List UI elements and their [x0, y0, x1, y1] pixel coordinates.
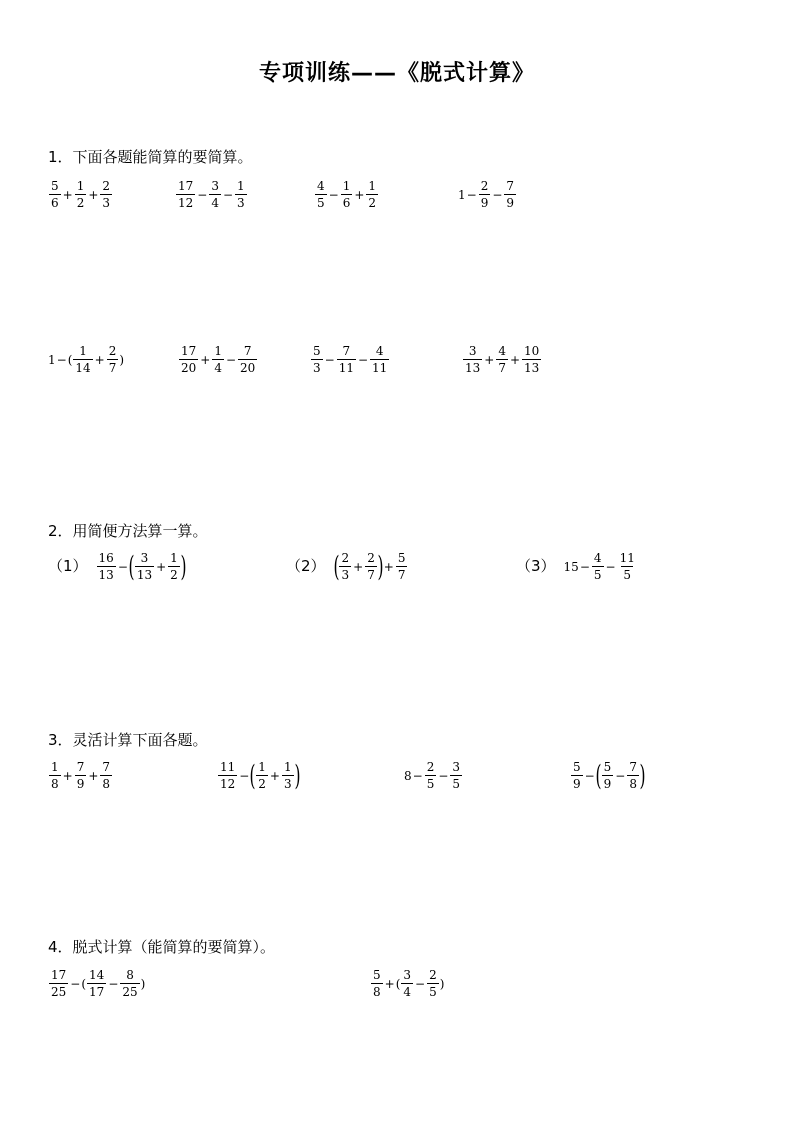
denominator: 13: [98, 568, 114, 582]
problem-2-2: [286, 549, 408, 583]
operator: −: [579, 559, 590, 574]
numerator: 7: [243, 344, 252, 358]
denominator: 6: [51, 196, 59, 210]
numerator: 5: [313, 344, 321, 358]
problem-1-1: [48, 180, 113, 209]
denominator: 3: [313, 361, 321, 375]
denominator: 25: [51, 985, 67, 999]
numerator: 2: [426, 760, 435, 774]
operator: +: [354, 187, 365, 202]
problem-1-6: [178, 345, 258, 374]
problem-3-4: [570, 758, 646, 792]
denominator: 25: [122, 985, 138, 999]
numerator: 1: [170, 551, 178, 565]
fraction: [504, 180, 516, 209]
numerator: 10: [524, 344, 540, 358]
problem-4-2: [370, 969, 444, 998]
operator: −: [324, 352, 335, 367]
numerator: 4: [317, 179, 325, 193]
operator: −: [357, 352, 369, 367]
denominator: 11: [372, 361, 388, 375]
fraction: [168, 552, 180, 581]
numerator: 5: [373, 968, 381, 982]
numerator: 4: [375, 344, 384, 358]
fraction: [120, 969, 139, 998]
numerator: 1: [79, 344, 87, 358]
operator: −: [70, 976, 81, 991]
fraction: [337, 345, 356, 374]
fraction: [209, 180, 221, 209]
fraction: [571, 761, 583, 790]
numerator: 4: [593, 551, 602, 565]
numerator: 3: [468, 344, 477, 358]
denominator: 17: [89, 985, 105, 999]
denominator: 9: [573, 777, 581, 791]
operator: +: [353, 559, 364, 574]
operator: +: [88, 768, 99, 783]
operator: +: [200, 352, 211, 367]
problem-3-1: [48, 761, 113, 790]
denominator: 20: [240, 361, 256, 375]
big-parenthesis: (: [128, 549, 135, 583]
denominator: 2: [76, 196, 85, 210]
denominator: 11: [338, 361, 354, 375]
numerator: 7: [506, 179, 515, 193]
denominator: 6: [342, 196, 351, 210]
problem-label: （3）: [516, 557, 556, 575]
fraction: [450, 761, 462, 790]
section-1-heading: 1．下面各题能简算的要简算。: [48, 148, 253, 166]
fraction: [311, 345, 323, 374]
numerator: 1: [76, 179, 85, 193]
numerator: 16: [98, 551, 114, 565]
operator: −: [239, 768, 250, 783]
fraction: [75, 180, 87, 209]
operator: −: [584, 768, 595, 783]
denominator: 12: [220, 777, 236, 791]
number: 1: [48, 352, 56, 367]
numerator: 2: [367, 551, 375, 565]
problem-label: （2）: [286, 557, 326, 575]
numerator: 7: [342, 344, 351, 358]
numerator: 3: [403, 968, 412, 982]
denominator: 9: [76, 777, 85, 791]
denominator: 2: [368, 196, 377, 210]
problem-2-1: [48, 549, 187, 583]
section-3-heading: 3．灵活计算下面各题。: [48, 731, 208, 749]
operator: +: [88, 187, 99, 202]
numerator: 7: [629, 760, 637, 774]
fraction: [87, 969, 106, 998]
denominator: 5: [593, 568, 602, 582]
fraction: [179, 345, 198, 374]
denominator: 5: [317, 196, 325, 210]
denominator: 13: [524, 361, 540, 375]
parenthesis: ): [439, 976, 445, 991]
denominator: 4: [403, 985, 412, 999]
problem-1-5: [48, 345, 124, 374]
operator: +: [484, 352, 495, 367]
fraction: [366, 180, 378, 209]
problem-2-3: [516, 552, 638, 581]
denominator: 8: [373, 985, 381, 999]
fraction: [75, 761, 87, 790]
big-parenthesis: ): [294, 758, 301, 792]
fraction: [238, 345, 257, 374]
operator: −: [328, 187, 339, 202]
fraction: [401, 969, 413, 998]
denominator: 20: [181, 361, 197, 375]
parenthesis: ): [119, 352, 125, 367]
operator: −: [108, 976, 119, 991]
problem-label: （1）: [48, 557, 88, 575]
problem-1-4: [458, 180, 517, 209]
denominator: 4: [211, 196, 219, 210]
fraction: [100, 180, 112, 209]
denominator: 5: [429, 985, 437, 999]
numerator: 7: [102, 760, 111, 774]
big-parenthesis: (: [249, 758, 256, 792]
parenthesis: ): [140, 976, 146, 991]
operator: −: [56, 352, 67, 367]
fraction: [592, 552, 604, 581]
fraction: [282, 761, 294, 790]
denominator: 7: [108, 361, 117, 375]
section-2-heading: 2．用简便方法算一算。: [48, 522, 208, 540]
denominator: 5: [426, 777, 435, 791]
fraction: [97, 552, 116, 581]
numerator: 17: [181, 344, 197, 358]
numerator: 17: [51, 968, 67, 982]
fraction: [100, 761, 112, 790]
denominator: 3: [341, 568, 350, 582]
big-parenthesis: (: [595, 758, 602, 792]
denominator: 12: [178, 196, 194, 210]
section-4-heading: 4．脱式计算（能简算的要简算）。: [48, 938, 276, 956]
numerator: 5: [51, 179, 59, 193]
fraction: [602, 761, 614, 790]
numerator: 3: [452, 760, 461, 774]
denominator: 7: [397, 568, 406, 582]
problem-4-1: [48, 969, 145, 998]
problem-1-2: [175, 180, 248, 209]
problem-1-7: [310, 345, 390, 374]
numerator: 1: [51, 760, 59, 774]
fraction: [370, 345, 389, 374]
fraction: [425, 761, 437, 790]
operator: +: [94, 352, 105, 367]
problem-3-2: [217, 758, 301, 792]
denominator: 9: [603, 777, 612, 791]
numerator: 5: [603, 760, 612, 774]
denominator: 14: [75, 361, 91, 375]
fraction: [396, 552, 408, 581]
numerator: 2: [341, 551, 350, 565]
fraction: [427, 969, 439, 998]
parenthesis: (: [395, 976, 401, 991]
fraction: [107, 345, 119, 374]
numerator: 2: [108, 344, 117, 358]
numerator: 7: [76, 760, 85, 774]
fraction: [235, 180, 247, 209]
fraction: [73, 345, 92, 374]
numerator: 1: [283, 760, 292, 774]
big-parenthesis: ): [180, 549, 187, 583]
fraction: [371, 969, 383, 998]
numerator: 11: [619, 551, 635, 565]
numerator: 4: [498, 344, 506, 358]
operator: −: [412, 768, 423, 783]
fraction: [341, 180, 353, 209]
numerator: 1: [237, 179, 245, 193]
numerator: 2: [429, 968, 437, 982]
operator: +: [383, 559, 394, 574]
denominator: 13: [136, 568, 153, 582]
numerator: 1: [368, 179, 377, 193]
fraction: [212, 345, 224, 374]
numerator: 17: [178, 179, 194, 193]
fraction: [339, 552, 351, 581]
numerator: 2: [102, 179, 111, 193]
operator: −: [415, 976, 426, 991]
numerator: 5: [573, 760, 581, 774]
operator: −: [438, 768, 449, 783]
denominator: 9: [506, 196, 515, 210]
denominator: 2: [170, 568, 178, 582]
problem-1-3: [314, 180, 379, 209]
operator: −: [492, 187, 503, 202]
fraction: [49, 180, 61, 209]
fraction: [627, 761, 639, 790]
fraction: [49, 761, 61, 790]
parenthesis: (: [67, 352, 73, 367]
denominator: 5: [452, 777, 461, 791]
fraction: [218, 761, 237, 790]
fraction: [522, 345, 541, 374]
problem-3-3: [404, 761, 463, 790]
number: 15: [563, 559, 579, 574]
operator: −: [615, 768, 626, 783]
numerator: 3: [211, 179, 219, 193]
operator: −: [466, 187, 477, 202]
number: 8: [404, 768, 412, 783]
fraction: [365, 552, 377, 581]
denominator: 5: [623, 568, 632, 582]
number: 1: [458, 187, 466, 202]
denominator: 9: [480, 196, 489, 210]
numerator: 1: [342, 179, 351, 193]
operator: +: [509, 352, 521, 367]
fraction: [479, 180, 491, 209]
fraction: [49, 969, 68, 998]
operator: +: [269, 768, 280, 783]
denominator: 3: [283, 777, 292, 791]
big-parenthesis: ): [639, 758, 646, 792]
parenthesis: (: [81, 976, 87, 991]
denominator: 3: [102, 196, 111, 210]
denominator: 3: [237, 196, 245, 210]
denominator: 8: [102, 777, 111, 791]
fraction: [315, 180, 327, 209]
numerator: 5: [397, 551, 406, 565]
page-title: 专项训练——《脱式计算》: [258, 61, 535, 86]
numerator: 11: [220, 760, 236, 774]
denominator: 8: [629, 777, 637, 791]
big-parenthesis: (: [333, 549, 340, 583]
operator: +: [156, 559, 167, 574]
denominator: 7: [367, 568, 375, 582]
denominator: 13: [465, 361, 481, 375]
fraction: [463, 345, 482, 374]
fraction: [176, 180, 195, 209]
big-parenthesis: ): [377, 549, 384, 583]
numerator: 2: [480, 179, 489, 193]
operator: −: [117, 559, 128, 574]
numerator: 1: [214, 344, 222, 358]
problem-1-8: [462, 345, 542, 374]
fraction: [135, 552, 154, 581]
fraction: [496, 345, 508, 374]
denominator: 8: [51, 777, 59, 791]
operator: −: [197, 187, 208, 202]
numerator: 3: [140, 551, 149, 565]
operator: +: [62, 768, 73, 783]
operator: +: [384, 976, 395, 991]
denominator: 7: [498, 361, 506, 375]
numerator: 8: [126, 968, 134, 982]
numerator: 14: [89, 968, 105, 982]
fraction: [618, 552, 637, 581]
operator: −: [222, 187, 234, 202]
denominator: 4: [214, 361, 222, 375]
fraction: [256, 761, 268, 790]
operator: +: [62, 187, 73, 202]
operator: −: [225, 352, 237, 367]
operator: −: [605, 559, 616, 574]
denominator: 2: [258, 777, 266, 791]
numerator: 1: [258, 760, 266, 774]
